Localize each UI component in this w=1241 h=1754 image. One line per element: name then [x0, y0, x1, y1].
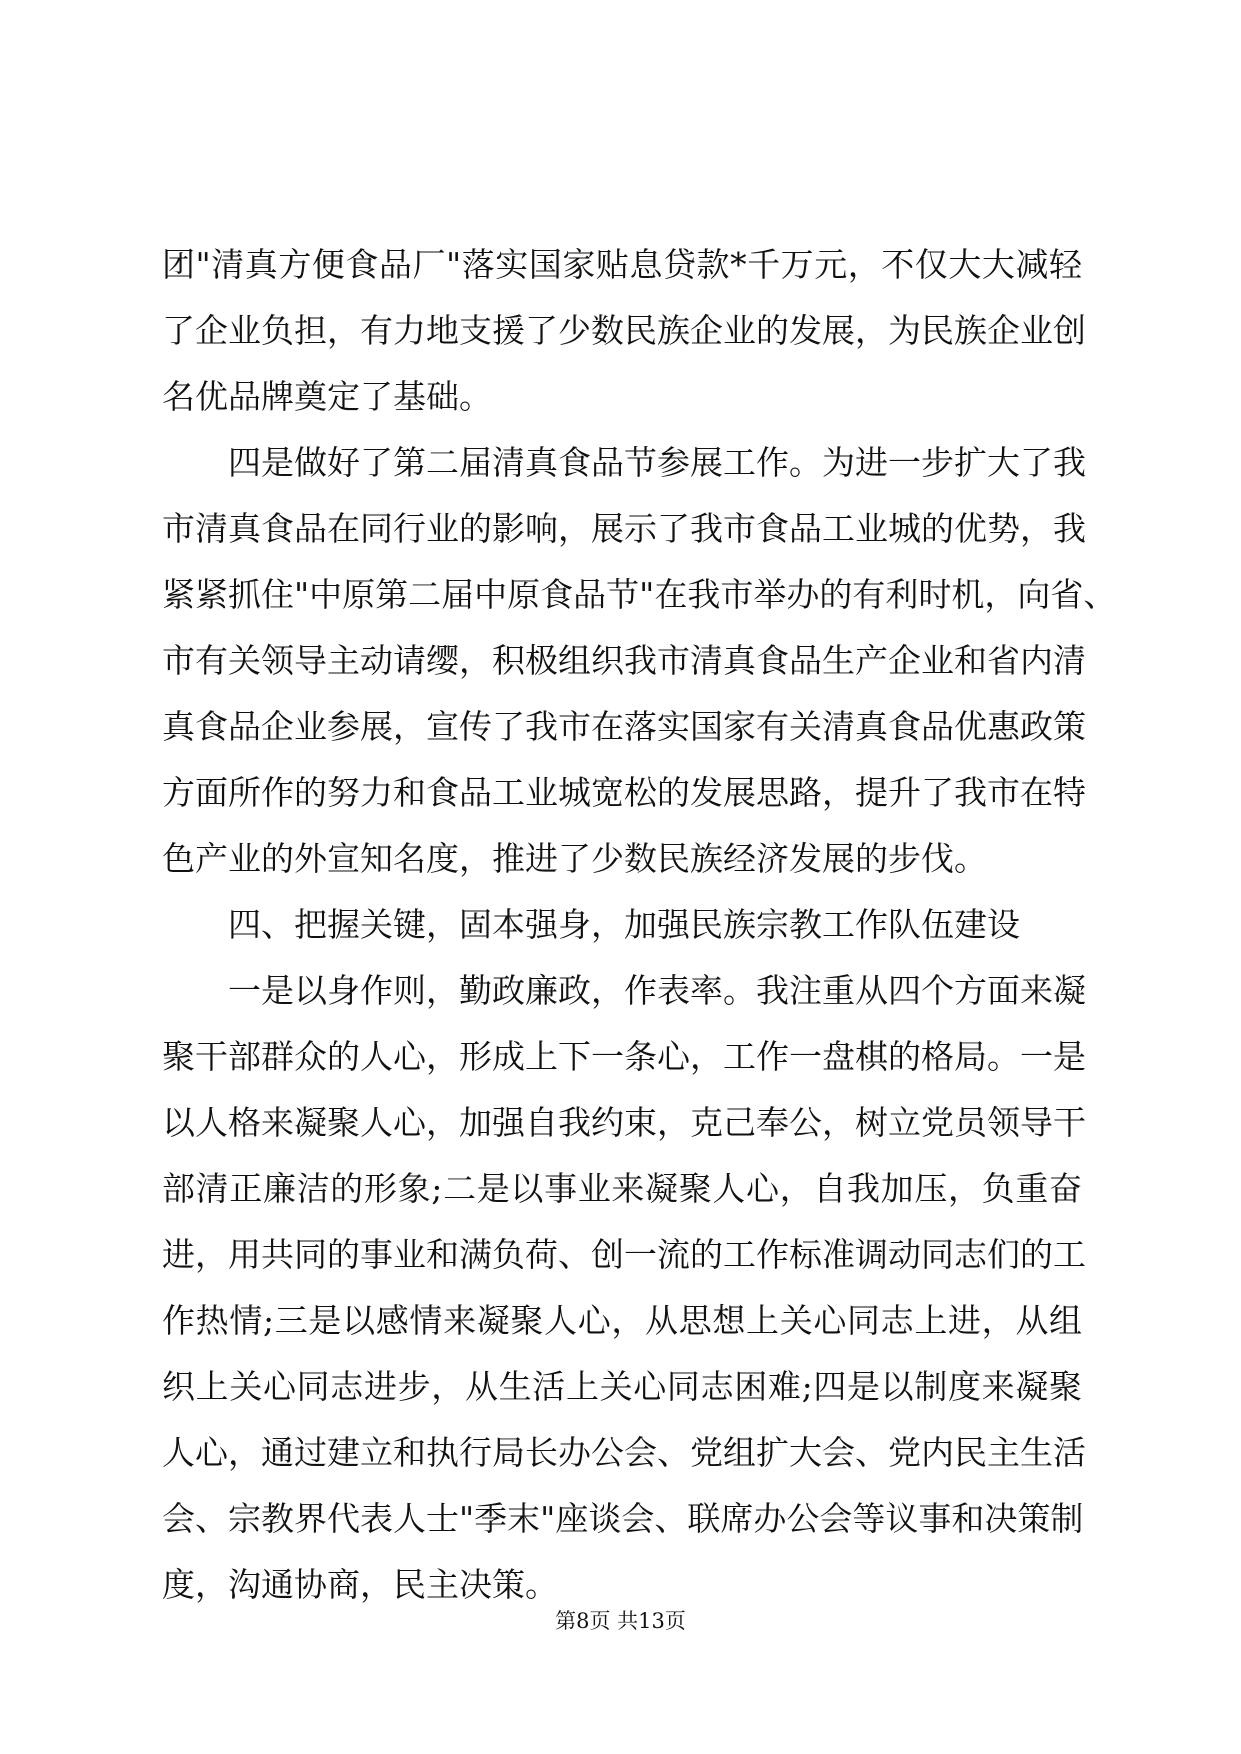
text-line: 紧紧抓住"中原第二届中原食品节"在我市举办的有利时机，向省、	[162, 575, 1117, 614]
text-line: 一是以身作则，勤政廉政，作表率。我注重从四个方面来凝	[228, 971, 1086, 1010]
text-line: 名优品牌奠定了基础。	[162, 377, 492, 416]
text-line: 以人格来凝聚人心，加强自我约束，克己奉公，树立党员领导干	[162, 1103, 1086, 1142]
paragraph-continuation	[162, 232, 1086, 430]
text-line: 织上关心同志进步，从生活上关心同志困难;四是以制度来凝聚	[162, 1367, 1082, 1406]
text-line: 四是做好了第二届清真食品节参展工作。为进一步扩大了我	[228, 443, 1086, 482]
paragraph-lead-by-example	[162, 958, 1086, 1618]
paragraph-food-festival	[162, 430, 1117, 892]
text-line: 市清真食品在同行业的影响，展示了我市食品工业城的优势，我	[162, 509, 1086, 548]
section-heading	[162, 892, 1082, 958]
text-line: 会、宗教界代表人士"季末"座谈会、联席办公会等议事和决策制	[162, 1499, 1084, 1538]
text-line: 部清正廉洁的形象;二是以事业来凝聚人心，自我加压，负重奋	[162, 1169, 1082, 1208]
page-number-footer: 第8页 共13页	[555, 1609, 686, 1633]
document-body	[162, 232, 1117, 1618]
text-line: 团"清真方便食品厂"落实国家贴息贷款*千万元，不仅大大减轻	[162, 245, 1082, 284]
text-line: 市有关领导主动请缨，积极组织我市清真食品生产企业和省内清	[162, 641, 1086, 680]
text-line: 作热情;三是以感情来凝聚人心，从思想上关心同志上进，从组	[162, 1301, 1082, 1340]
text-line: 方面所作的努力和食品工业城宽松的发展思路，提升了我市在特	[162, 773, 1086, 812]
text-line: 人心，通过建立和执行局长办公会、党组扩大会、党内民主生活	[162, 1433, 1086, 1472]
text-line: 真食品企业参展，宣传了我市在落实国家有关清真食品优惠政策	[162, 707, 1086, 746]
text-line: 进，用共同的事业和满负荷、创一流的工作标准调动同志们的工	[162, 1235, 1086, 1274]
text-line: 色产业的外宣知名度，推进了少数民族经济发展的步伐。	[162, 839, 987, 878]
section-heading-text: 四、把握关键，固本强身，加强民族宗教工作队伍建设	[228, 905, 1020, 944]
text-line: 了企业负担，有力地支援了少数民族企业的发展，为民族企业创	[162, 311, 1086, 350]
text-line: 度，沟通协商，民主决策。	[162, 1565, 558, 1604]
text-line: 聚干部群众的人心，形成上下一条心，工作一盘棋的格局。一是	[162, 1037, 1086, 1076]
